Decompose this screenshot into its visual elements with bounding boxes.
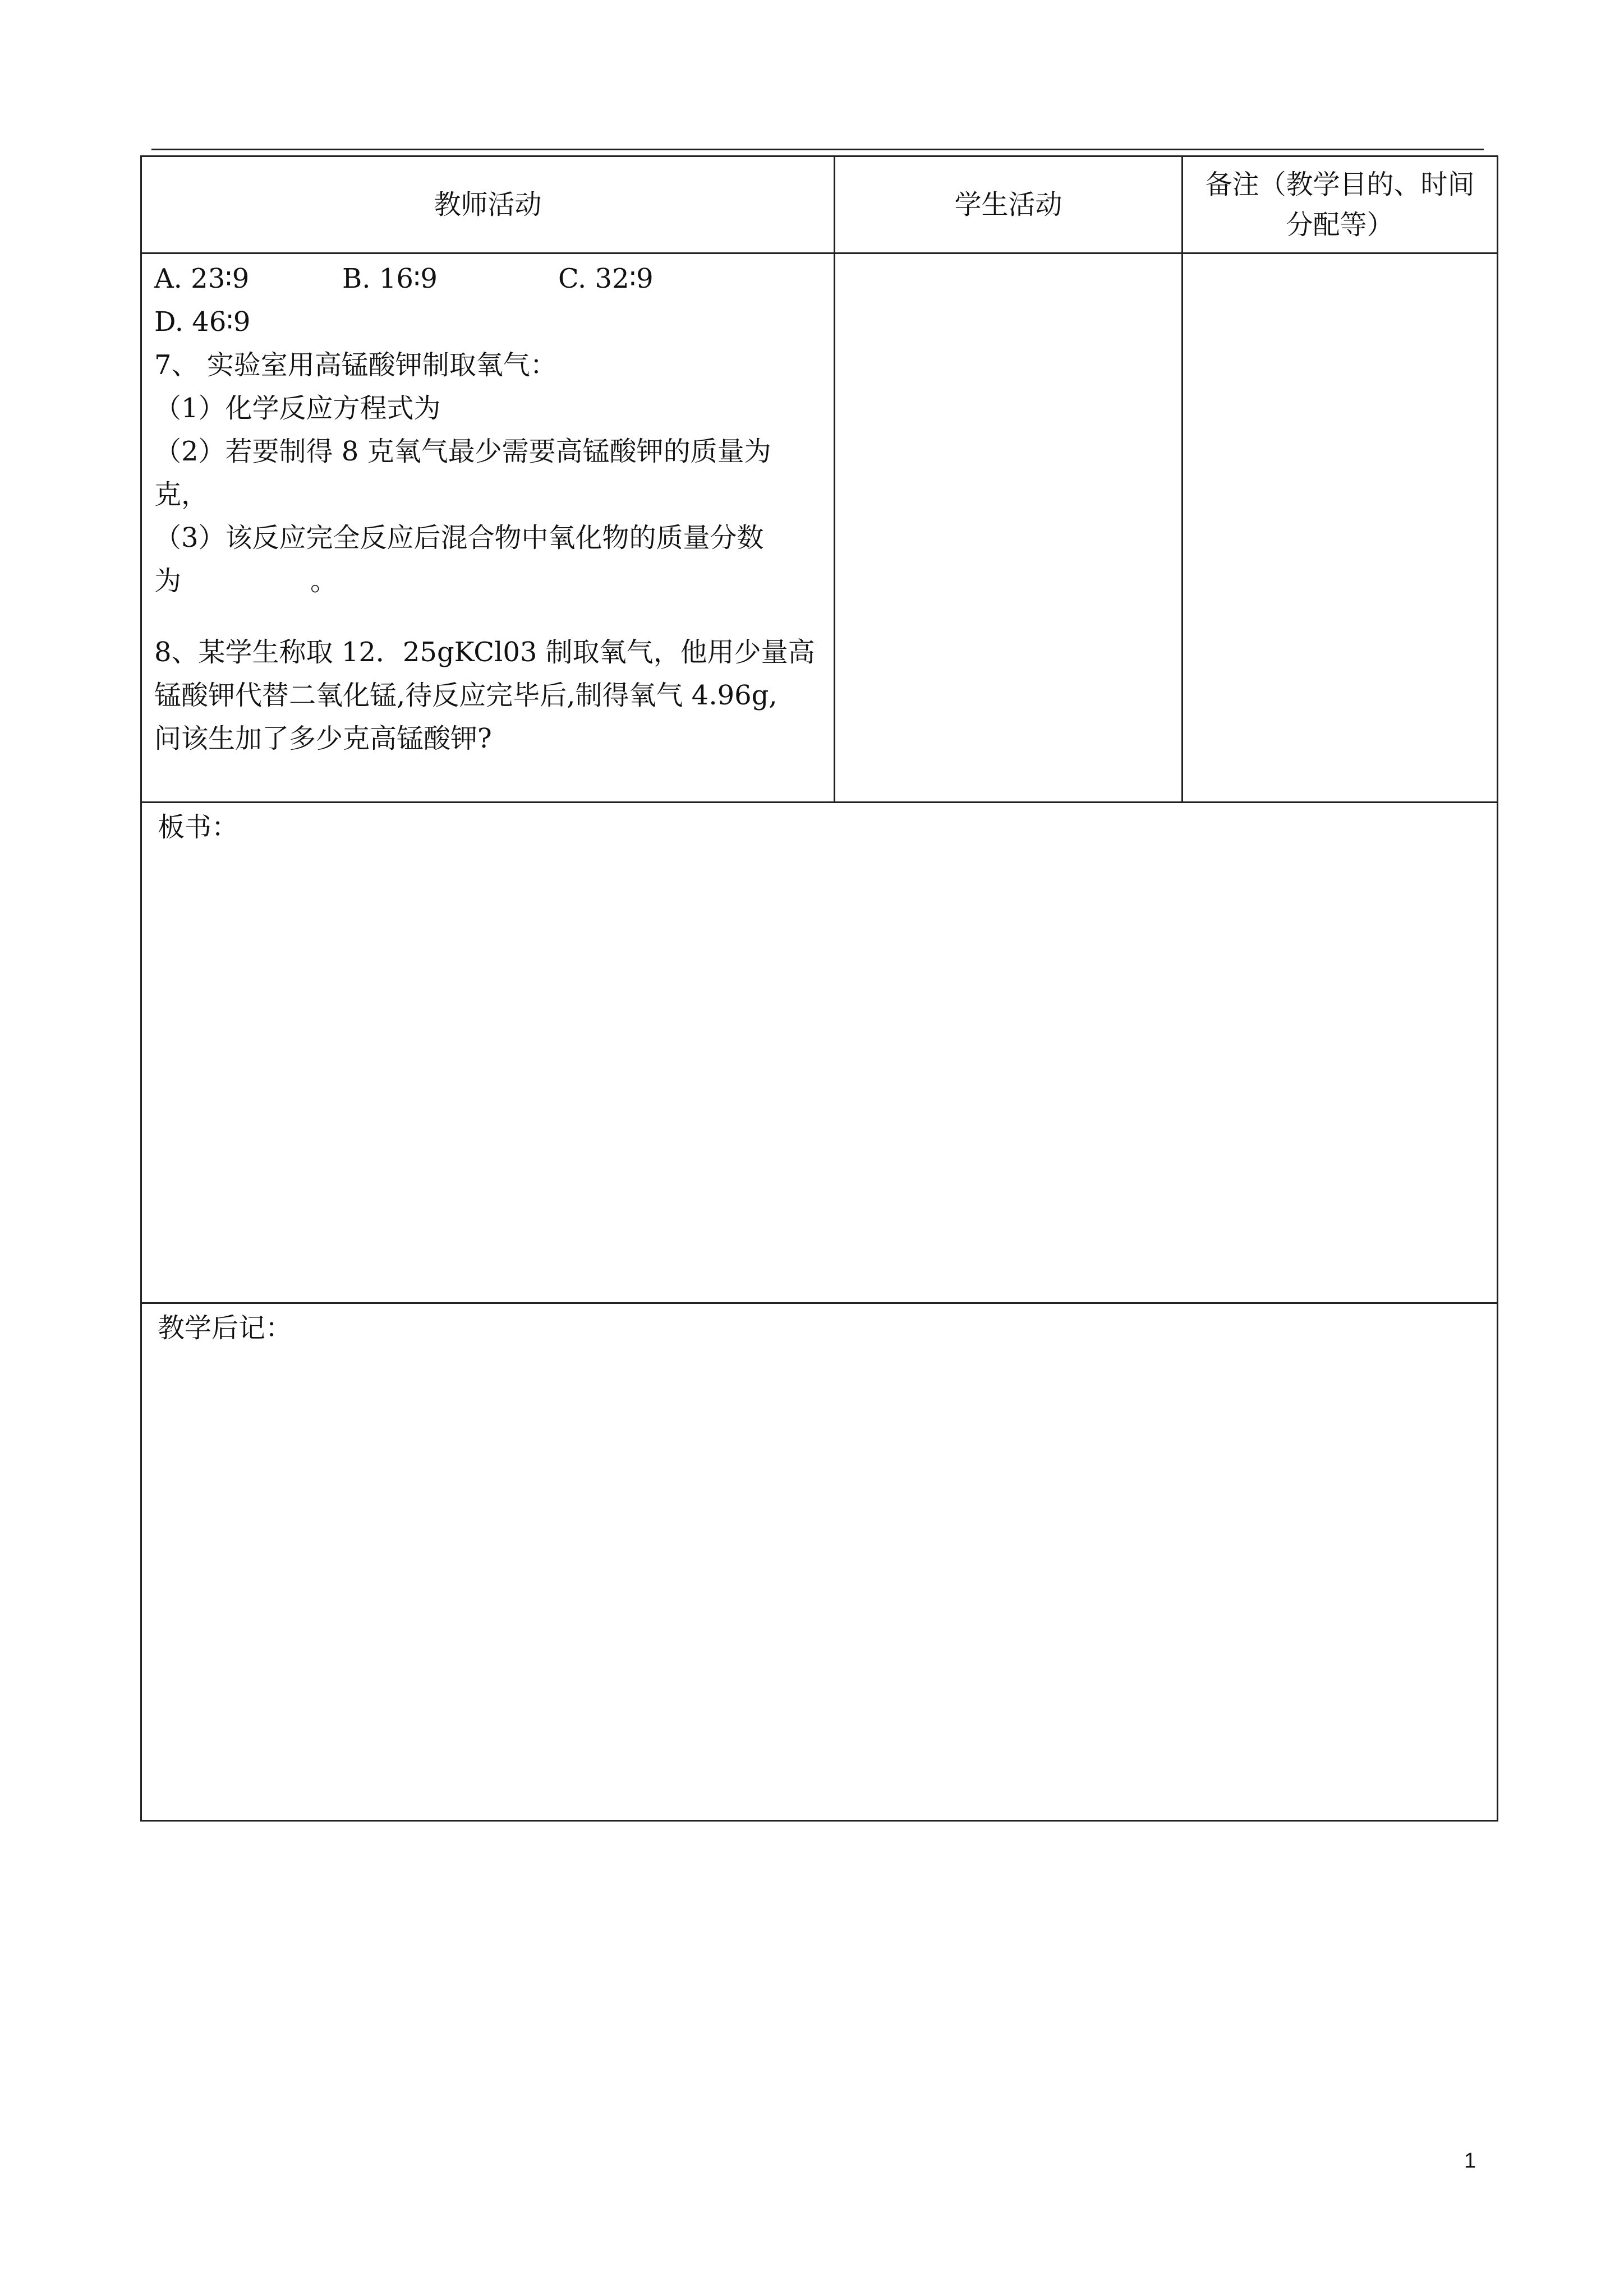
remarks-cell — [1183, 253, 1498, 803]
question-8-line-3: 问该生加了多少克高锰酸钾? — [154, 723, 492, 754]
board-row — [141, 803, 1498, 1303]
question-7-part-3-line-2 — [154, 560, 825, 603]
question-7-part-3-line-1: （3）该反应完全反应后混合物中氧化物的质量分数 — [154, 522, 764, 554]
teacher-activity-header: 教师活动 — [141, 156, 835, 253]
question-8-line-1: 8、某学生称取 12．25gKCl03 制取氧气，他用少量高 — [154, 637, 815, 668]
reflection-cell — [141, 1303, 1498, 1821]
option-a: A. 23∶9 — [154, 263, 250, 294]
student-activity-cell — [835, 253, 1183, 803]
option-c: C. 32∶9 — [558, 263, 654, 294]
header-rule — [151, 149, 1484, 150]
question-8-line-2: 锰酸钾代替二氧化锰,待反应完毕后,制得氧气 4.96g, — [154, 680, 778, 711]
question-7-stem: 7、 实验室用高锰酸钾制取氧气： — [154, 349, 557, 381]
board-cell — [141, 803, 1498, 1303]
table-header-row — [141, 156, 1498, 253]
content-row — [141, 253, 1498, 803]
question-7-part-1: （1）化学反应方程式为 — [154, 393, 441, 424]
reflection-row — [141, 1303, 1498, 1821]
question-7-part-2-line-2: 克， — [154, 479, 209, 510]
question-7-part-3-prefix: 为 — [154, 565, 182, 597]
board-label: 板书： — [158, 812, 239, 843]
page-number: 1 — [1464, 2149, 1476, 2173]
teacher-activity-cell — [141, 253, 835, 803]
option-b: B. 16∶9 — [342, 263, 438, 294]
options-line-1 — [154, 257, 825, 301]
question-7-part-3-suffix: 。 — [310, 565, 338, 597]
spacer — [154, 603, 825, 631]
student-activity-header: 学生活动 — [835, 156, 1183, 253]
reflection-label: 教学后记： — [158, 1312, 293, 1344]
remarks-header: 备注（教学目的、时间分配等） — [1183, 156, 1498, 253]
question-7-part-2-line-1: （2）若要制得 8 克氧气最少需要高锰酸钾的质量为 — [154, 436, 771, 467]
lesson-plan-table — [140, 155, 1498, 1822]
option-d: D. 46∶9 — [154, 306, 251, 338]
